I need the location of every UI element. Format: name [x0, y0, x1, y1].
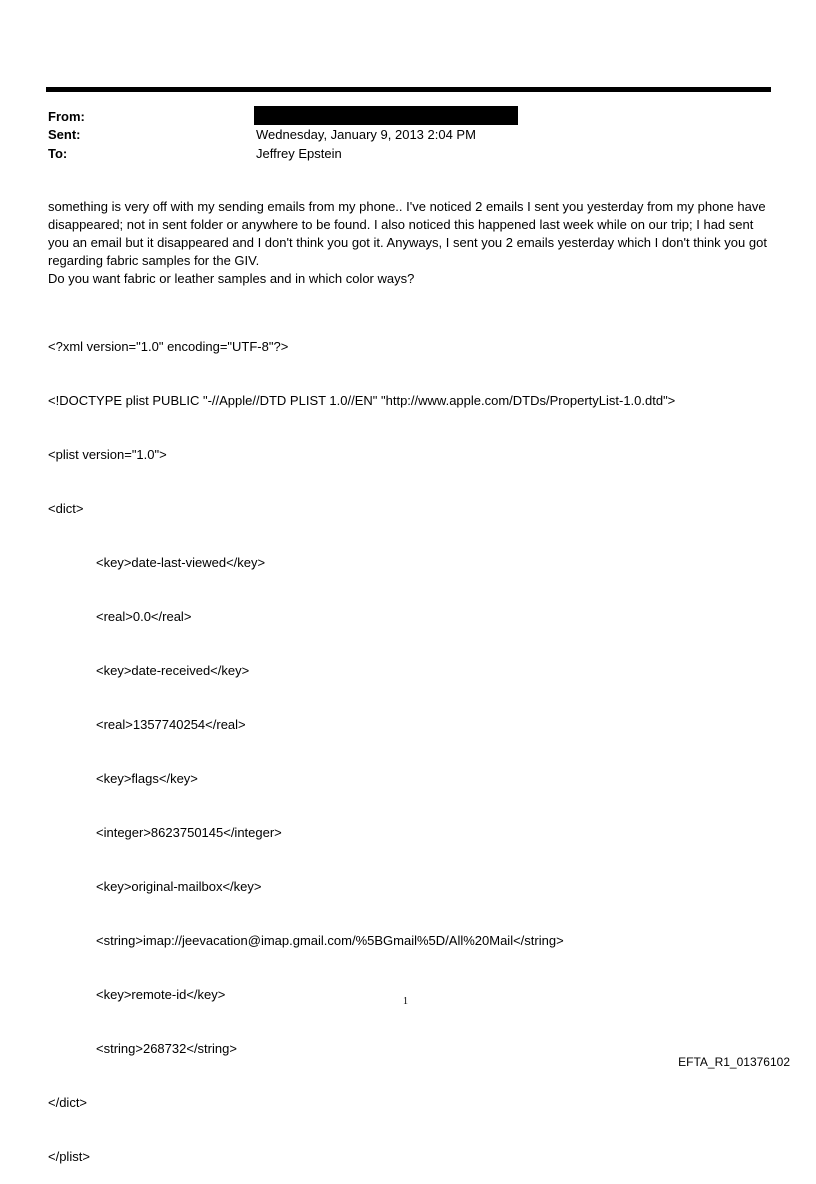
header-divider: [46, 87, 771, 92]
to-value: Jeffrey Epstein: [256, 146, 342, 161]
plist-close-tag: </plist>: [48, 1149, 90, 1164]
body-question: Do you want fabric or leather samples and in which color ways?: [48, 271, 415, 286]
doctype-line: <!DOCTYPE plist PUBLIC "-//Apple//DTD PLIST 1.0//EN" "http://www.apple.com/DTDs/PropertyList-1.0.dtd">: [48, 393, 676, 408]
page-number: 1: [403, 996, 408, 1007]
sent-label: Sent:: [48, 127, 81, 142]
body-paragraph: something is very off with my sending emails from my phone.. I've noticed 2 emails I sent you yesterday from my phone have disappeared; not in sent folder or anywhere to be found. I also noticed this happened last week while on our trip; I had sent you an email but it disappeared and I don't think you got it. Anyways, I sent you 2 emails yesterday which I don't think you got regarding fabric samples for the GIV.: [48, 199, 767, 268]
document-id: EFTA_R1_01376102: [678, 1055, 790, 1069]
sent-value: Wednesday, January 9, 2013 2:04 PM: [256, 127, 476, 142]
dict-open-tag: <dict>: [48, 501, 84, 516]
plist-entry: <integer>8623750145</integer>: [96, 825, 282, 840]
from-label: From:: [48, 109, 85, 124]
plist-entry: <key>remote-id</key>: [96, 987, 226, 1002]
plist-block: [48, 302, 675, 1184]
plist-entry: <key>original-mailbox</key>: [96, 879, 262, 894]
plist-open-tag: <plist version="1.0">: [48, 447, 167, 462]
to-label: To:: [48, 146, 68, 161]
dict-close-tag: </dict>: [48, 1095, 88, 1110]
plist-entry: <string>268732</string>: [96, 1041, 237, 1056]
plist-entry: <key>date-received</key>: [96, 663, 250, 678]
plist-entry: <key>date-last-viewed</key>: [96, 555, 266, 570]
plist-entry: <real>0.0</real>: [96, 609, 192, 624]
email-body: [48, 198, 776, 288]
plist-entry: <key>flags</key>: [96, 771, 198, 786]
xml-declaration: <?xml version="1.0" encoding="UTF-8"?>: [48, 339, 289, 354]
plist-entry: <string>imap://jeevacation@imap.gmail.com/%5BGmail%5D/All%20Mail</string>: [96, 933, 564, 948]
plist-entry: <real>1357740254</real>: [96, 717, 246, 732]
from-redaction: [254, 106, 518, 125]
